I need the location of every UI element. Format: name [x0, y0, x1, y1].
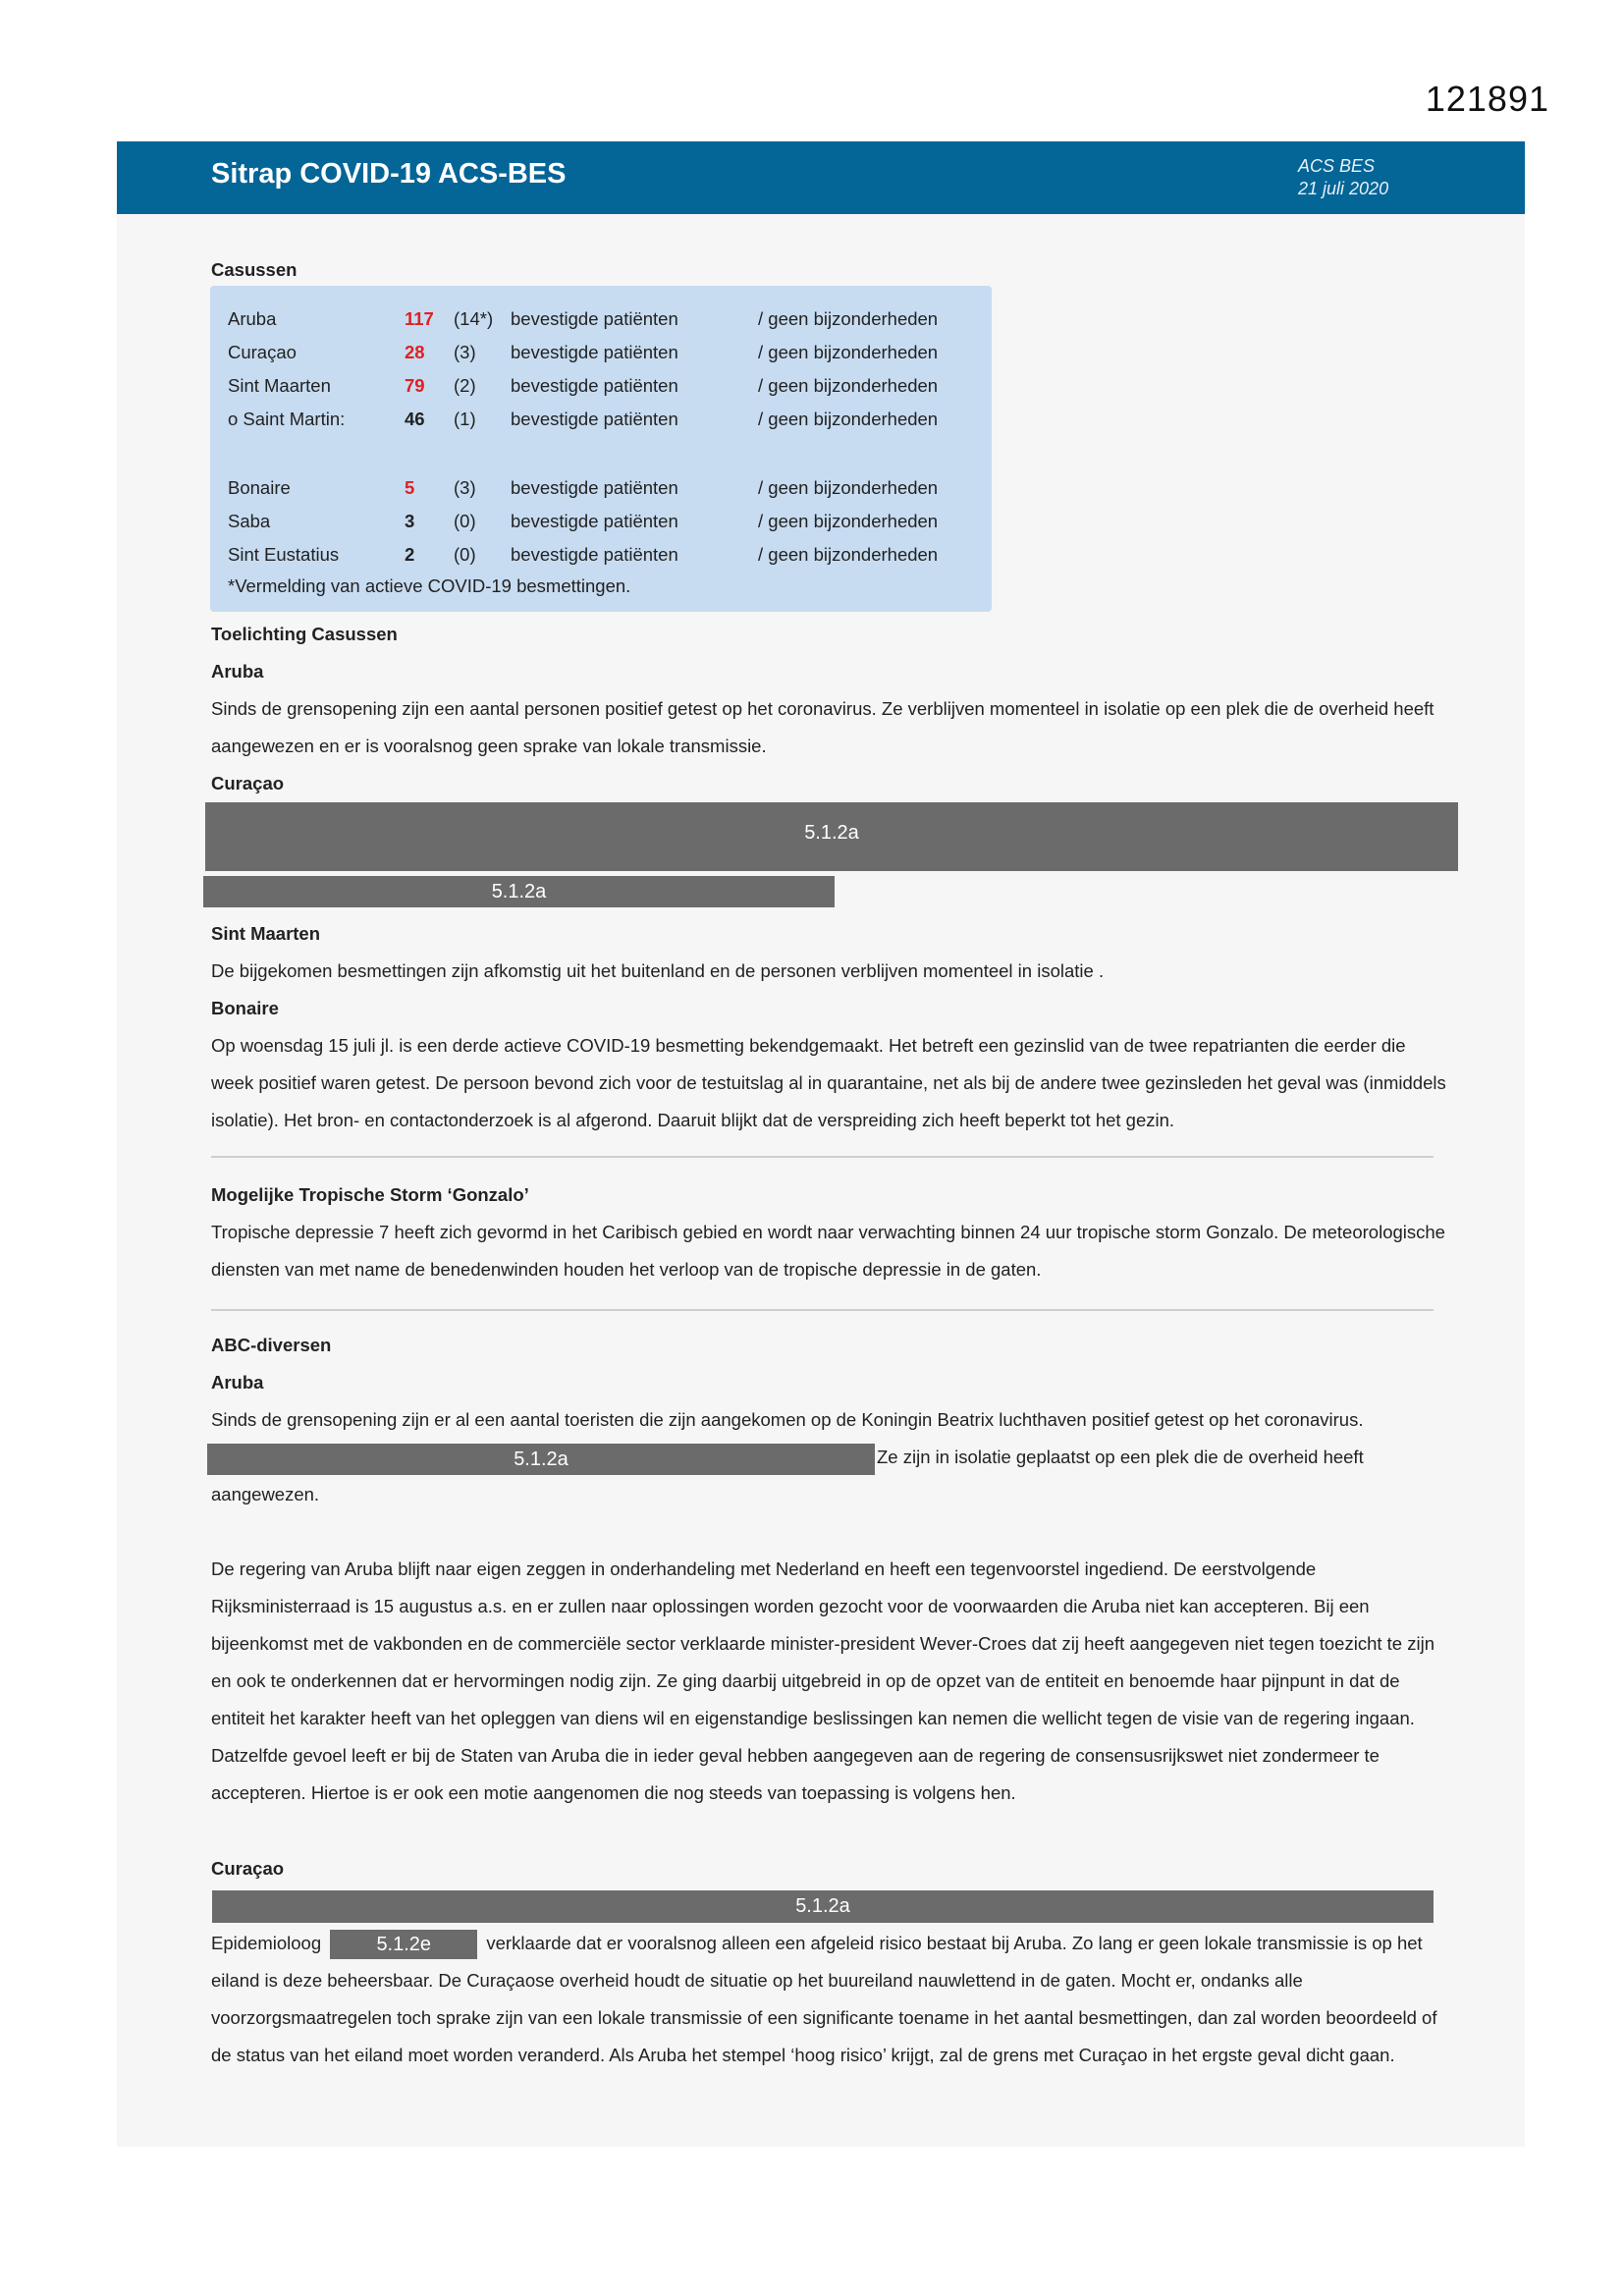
case-island: Sint Eustatius — [228, 544, 340, 565]
report-date: 21 juli 2020 — [1298, 179, 1389, 198]
abc-curacao-paragraph — [211, 1925, 1448, 2074]
case-count: 46 — [405, 409, 425, 429]
case-count: 5 — [405, 477, 415, 498]
case-island: Aruba — [228, 308, 277, 329]
redaction-block: 5.1.2a — [203, 876, 835, 907]
case-count: 117 — [405, 308, 434, 329]
toelichting-bonaire-text: Op woensdag 15 juli jl. is een derde actieve COVID-19 besmetting bekendgemaakt. Het betreft een gezinslid van de twee repatrianten die eerder die week positief waren getest. De persoon bevond zich voor de testuitslag al in quarantaine, net als bij de andere twee gezinsleden het geval was (inmiddels isolatie). Het bron- en contactonderzoek is al afgerond. Daaruit blijkt dat de verspreiding zich heeft beperkt tot het gezin. — [211, 1035, 1446, 1130]
abc-aruba-line3: aangewezen. — [211, 1484, 320, 1504]
epi-text: verklaarde dat er vooralsnog alleen een afgeleid risico bestaat bij Aruba. Zo lang er geen lokale transmissie is op het eiland is deze beheersbaar. De Curaçaose overheid houdt de situatie op het buureiland nauwlettend in de gaten. Mocht er, ondanks alle voorzorgsmaatregelen toch sprake zijn van een lokale transmissie of een significante toename in het aantal besmettingen, dan zal worden beoordeeld of de status van het eiland moet worden veranderd. Als Aruba het stempel ‘hoog risico’ krijgt, zal de grens met Curaçao in het ergste geval dicht gaan. — [211, 1933, 1437, 2065]
abc-aruba-heading: Aruba — [211, 1372, 264, 1393]
case-row — [228, 540, 994, 570]
case-note: / geen bijzonderheden — [758, 544, 939, 565]
case-island: Saba — [228, 511, 271, 531]
section-divider — [211, 1156, 1434, 1158]
epi-prefix: Epidemioloog — [211, 1933, 322, 1953]
document-number: 121891 — [1425, 79, 1549, 119]
case-active-count: (14*) — [454, 308, 494, 329]
case-description: bevestigde patiënten — [511, 511, 678, 531]
case-count: 79 — [405, 375, 425, 396]
section-divider — [211, 1309, 1434, 1311]
redaction-block: 5.1.2a — [207, 1444, 875, 1475]
case-island: Sint Maarten — [228, 375, 331, 396]
case-description: bevestigde patiënten — [511, 409, 678, 429]
toelichting-aruba-text: Sinds de grensopening zijn een aantal personen positief getest op het coronavirus. Ze verblijven momenteel in isolatie op een plek die de overheid heeft aangewezen en er is vooralsnog geen sprake van lokale transmissie. — [211, 698, 1435, 756]
case-island: Bonaire — [228, 477, 291, 498]
toelichting-curacao-heading: Curaçao — [211, 773, 285, 793]
case-row — [228, 507, 994, 536]
case-active-count: (3) — [454, 342, 476, 362]
case-footnote: *Vermelding van actieve COVID-19 besmettingen. — [228, 575, 631, 596]
storm-heading: Mogelijke Tropische Storm ‘Gonzalo’ — [211, 1184, 529, 1205]
case-note: / geen bijzonderheden — [758, 477, 939, 498]
case-active-count: (0) — [454, 511, 476, 531]
abc-curacao-heading: Curaçao — [211, 1858, 285, 1879]
case-note: / geen bijzonderheden — [758, 511, 939, 531]
case-note: / geen bijzonderheden — [758, 375, 939, 396]
redaction-block: 5.1.2a — [212, 1890, 1434, 1923]
report-header — [117, 141, 1525, 214]
abc-aruba-line2: Ze zijn in isolatie geplaatst op een plek die de overheid heeft — [877, 1447, 1364, 1467]
storm-text: Tropische depressie 7 heeft zich gevormd in het Caribisch gebied en wordt naar verwachting binnen 24 uur tropische storm Gonzalo. De meteorologische diensten van met name de benedenwinden houden het verloop van de tropische depressie in de gaten. — [211, 1222, 1445, 1280]
toelichting-sxm-heading: Sint Maarten — [211, 923, 321, 944]
case-island: Curaçao — [228, 342, 297, 362]
case-description: bevestigde patiënten — [511, 375, 678, 396]
toelichting-bonaire-heading: Bonaire — [211, 998, 279, 1018]
case-row — [228, 304, 994, 334]
case-summary-box — [210, 286, 992, 612]
casussen-heading: Casussen — [211, 259, 298, 280]
case-row — [228, 338, 994, 367]
case-active-count: (3) — [454, 477, 476, 498]
toelichting-aruba-heading: Aruba — [211, 661, 264, 682]
report-org: ACS BES — [1298, 156, 1376, 176]
case-count: 3 — [405, 511, 415, 531]
toelichting-heading: Toelichting Casussen — [211, 624, 398, 644]
case-description: bevestigde patiënten — [511, 477, 678, 498]
case-active-count: (1) — [454, 409, 476, 429]
case-count: 2 — [405, 544, 415, 565]
case-description: bevestigde patiënten — [511, 342, 678, 362]
case-active-count: (2) — [454, 375, 476, 396]
case-active-count: (0) — [454, 544, 476, 565]
report-title: Sitrap COVID-19 ACS-BES — [211, 158, 567, 190]
redaction-block: 5.1.2a — [205, 802, 1458, 871]
case-description: bevestigde patiënten — [511, 308, 678, 329]
case-island: o Saint Martin: — [228, 409, 346, 429]
toelichting-sxm-text: De bijgekomen besmettingen zijn afkomstig uit het buitenland en de personen verblijven momenteel in isolatie . — [211, 960, 1105, 981]
case-count: 28 — [405, 342, 425, 362]
redaction-block: 5.1.2e — [330, 1930, 477, 1959]
case-row — [228, 371, 994, 401]
case-description: bevestigde patiënten — [511, 544, 678, 565]
case-note: / geen bijzonderheden — [758, 342, 939, 362]
case-row — [228, 473, 994, 503]
case-note: / geen bijzonderheden — [758, 409, 939, 429]
case-row — [228, 405, 994, 434]
abc-heading: ABC-diversen — [211, 1335, 332, 1355]
abc-aruba-para2: De regering van Aruba blijft naar eigen zeggen in onderhandeling met Nederland en heeft een tegenvoorstel ingediend. De eerstvolgende Rijksministerraad is 15 augustus a.s. en er zullen naar oplossingen worden gezocht voor de voorwaarden die Aruba niet kan accepteren. Bij een bijeenkomst met de vakbonden en de commerciële sector verklaarde minister-president Wever-Croes dat zij heeft aangegeven niet tegen toezicht te zijn en ook te onderkennen dat er hervormingen nodig zijn. Ze ging daarbij uitgebreid in op de opzet van de entiteit en benoemde haar pijnpunt in dat de entiteit het karakter heeft van het opleggen van diens wil en eigenstandige beslissingen kan nemen die wellicht tegen de visie van de regering ingaan. Datzelfde gevoel leeft er bij de Staten van Aruba die in ieder geval hebben aangegeven aan de regering de consensusrijkswet niet zondermeer te accepteren. Hiertoe is er ook een motie aangenomen die nog steeds van toepassing is volgens hen. — [211, 1558, 1435, 1803]
abc-aruba-line1: Sinds de grensopening zijn er al een aantal toeristen die zijn aangekomen op de Koningin Beatrix luchthaven positief getest op het coronavirus. — [211, 1409, 1364, 1430]
report-meta — [1298, 155, 1388, 200]
case-note: / geen bijzonderheden — [758, 308, 939, 329]
